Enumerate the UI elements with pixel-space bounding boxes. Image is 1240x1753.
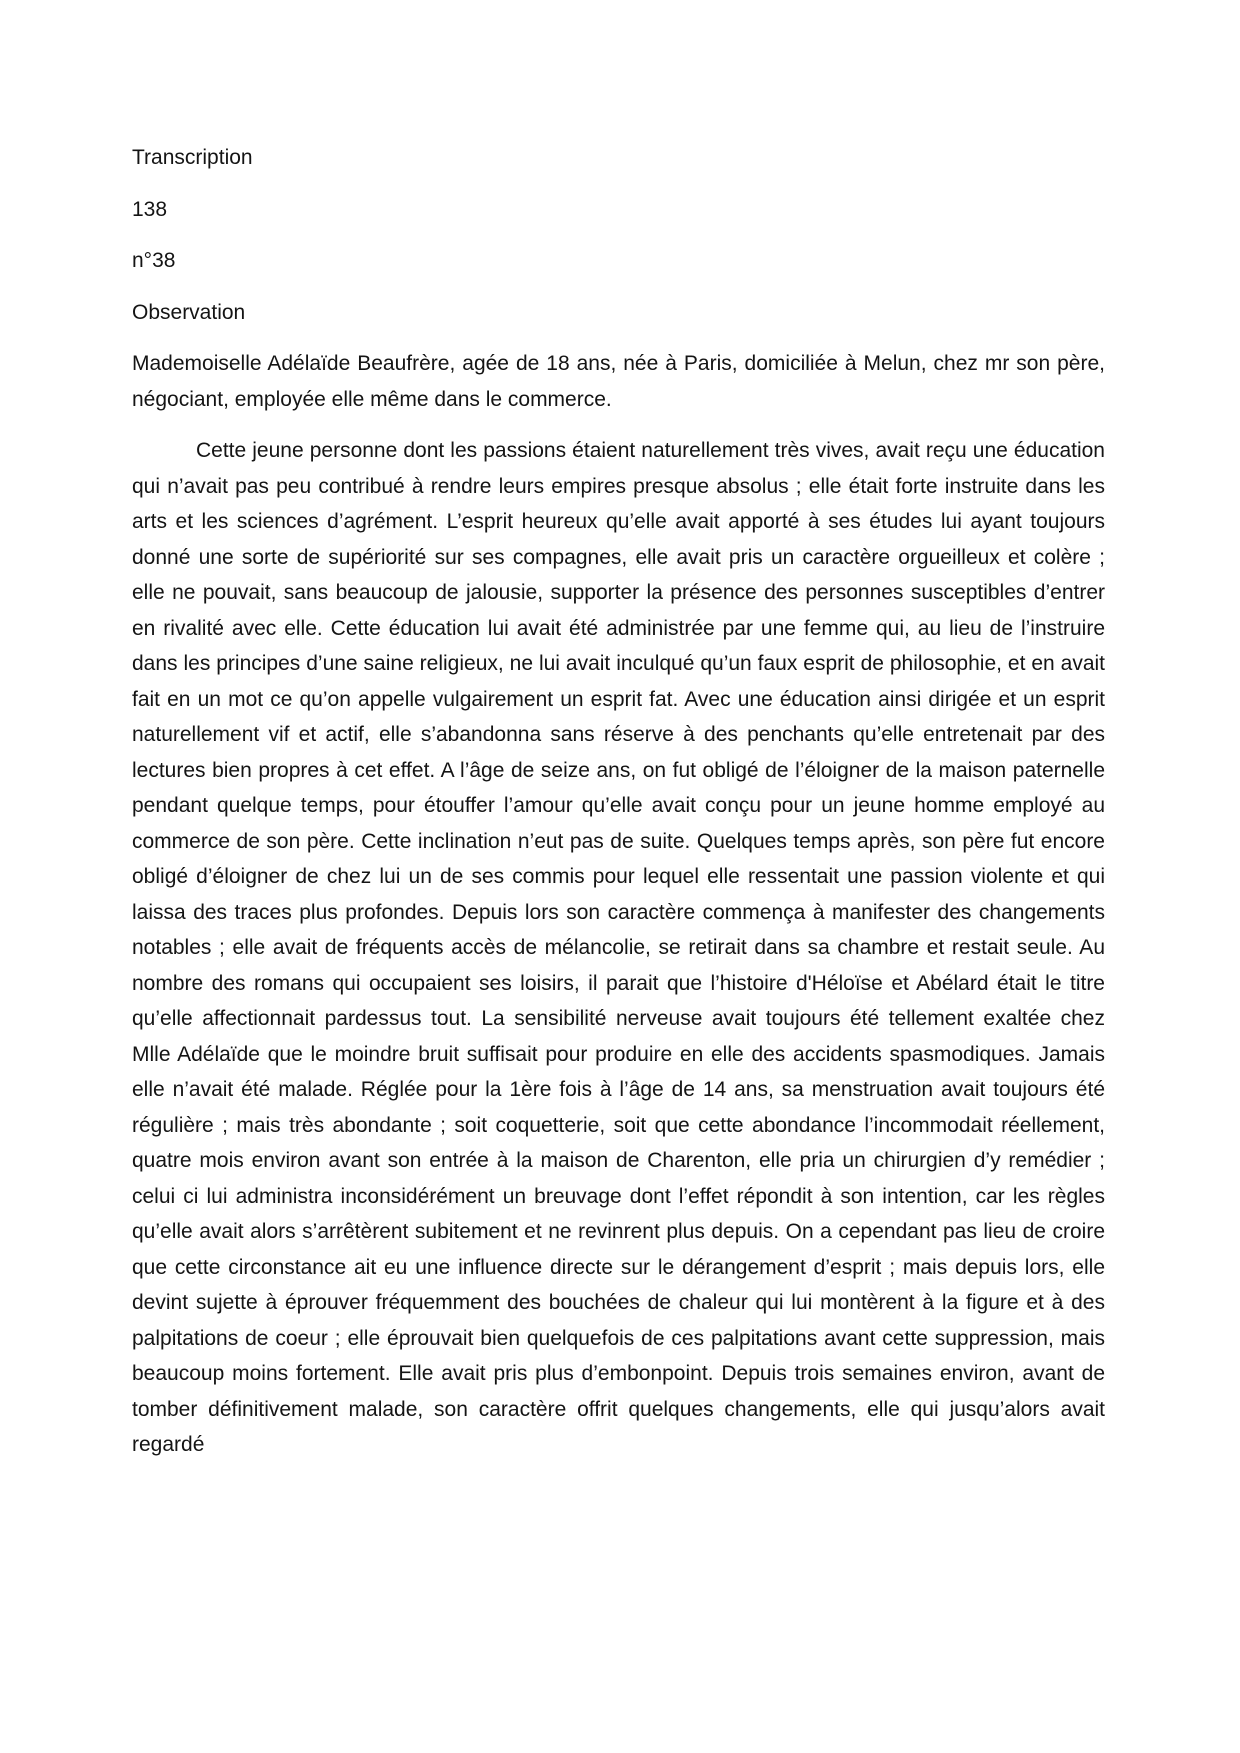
transcription-label: Transcription bbox=[132, 146, 253, 169]
observation-body-paragraph: Cette jeune personne dont les passions étaient naturellement très vives, avait reçu une éducation qui n’avait pas peu contribué à rendre leurs empires presque absolus ; elle était forte instruite dans les arts et les sciences d’agrément. L’esprit heureux qu’elle avait apporté à ses études lui ayant toujours donné une sorte de supériorité sur ses compagnes, elle avait pris un caractère orgueilleux et colère ; elle ne pouvait, sans beaucoup de jalousie, supporter la présence des personnes susceptibles d’entrer en rivalité avec elle. Cette éducation lui avait été administrée par une femme qui, au lieu de l’instruire dans les principes d’une saine religieux, ne lui avait inculqué qu’un faux esprit de philosophie, et en avait fait en un mot ce qu’on appelle vulgairement un esprit fat. Avec une éducation ainsi dirigée et un esprit naturellement vif et actif, elle s’abandonna sans réserve à des penchants qu’elle entretenait par des lectures bien propres à cet effet. A l’âge de seize ans, on fut obligé de l’éloigner de la maison paternelle pendant quelque temps, pour étouffer l’amour qu’elle avait conçu pour un jeune homme employé au commerce de son père. Cette inclination n’eut pas de suite. Quelques temps après, son père fut encore obligé d’éloigner de chez lui un de ses commis pour lequel elle ressentait une passion violente et qui laissa des traces plus profondes. Depuis lors son caractère commença à manifester des changements notables ; elle avait de fréquents accès de mélancolie, se retirait dans sa chambre et restait seule. Au nombre des romans qui occupaient ses loisirs, il parait que l’histoire d'Héloïse et Abélard était le titre qu’elle affectionnait pardessus tout. La sensibilité nerveuse avait toujours été tellement exaltée chez Mlle Adélaïde que le moindre bruit suffisait pour produire en elle des accidents spasmodiques. Jamais elle n’avait été malade. Réglée pour la 1ère fois à l’âge de 14 ans, sa menstruation avait toujours été régulière ; mais très abondante ; soit coquetterie, soit que cette abondance l’incommodait réellement, quatre mois environ avant son entrée à la maison de Charenton, elle pria un chirurgien d’y remédier ; celui ci lui administra inconsidérément un breuvage dont l’effet répondit à son intention, car les règles qu’elle avait alors s’arrêtèrent subitement et ne revinrent plus depuis. On a cependant pas lieu de croire que cette circonstance ait eu une influence directe sur le dérangement d’esprit ; mais depuis lors, elle devint sujette à éprouver fréquemment des bouchées de chaleur qui lui montèrent à la figure et à des palpitations de coeur ; elle éprouvait bien quelquefois de ces palpitations avant cette suppression, mais beaucoup moins fortement. Elle avait pris plus d’embonpoint. Depuis trois semaines environ, avant de tomber définitivement malade, son caractère offrit quelques changements, elle qui jusqu’alors avait regardé bbox=[132, 439, 1105, 1456]
page-number: 138 bbox=[132, 197, 168, 221]
patient-intro-paragraph: Mademoiselle Adélaïde Beaufrère, agée de 18 ans, née à Paris, domiciliée à Melun, chez mr son père, négociant, employée elle même dans le commerce. bbox=[132, 352, 1105, 411]
observation-number: n°38 bbox=[132, 249, 176, 272]
observation-heading: Observation bbox=[132, 300, 246, 324]
